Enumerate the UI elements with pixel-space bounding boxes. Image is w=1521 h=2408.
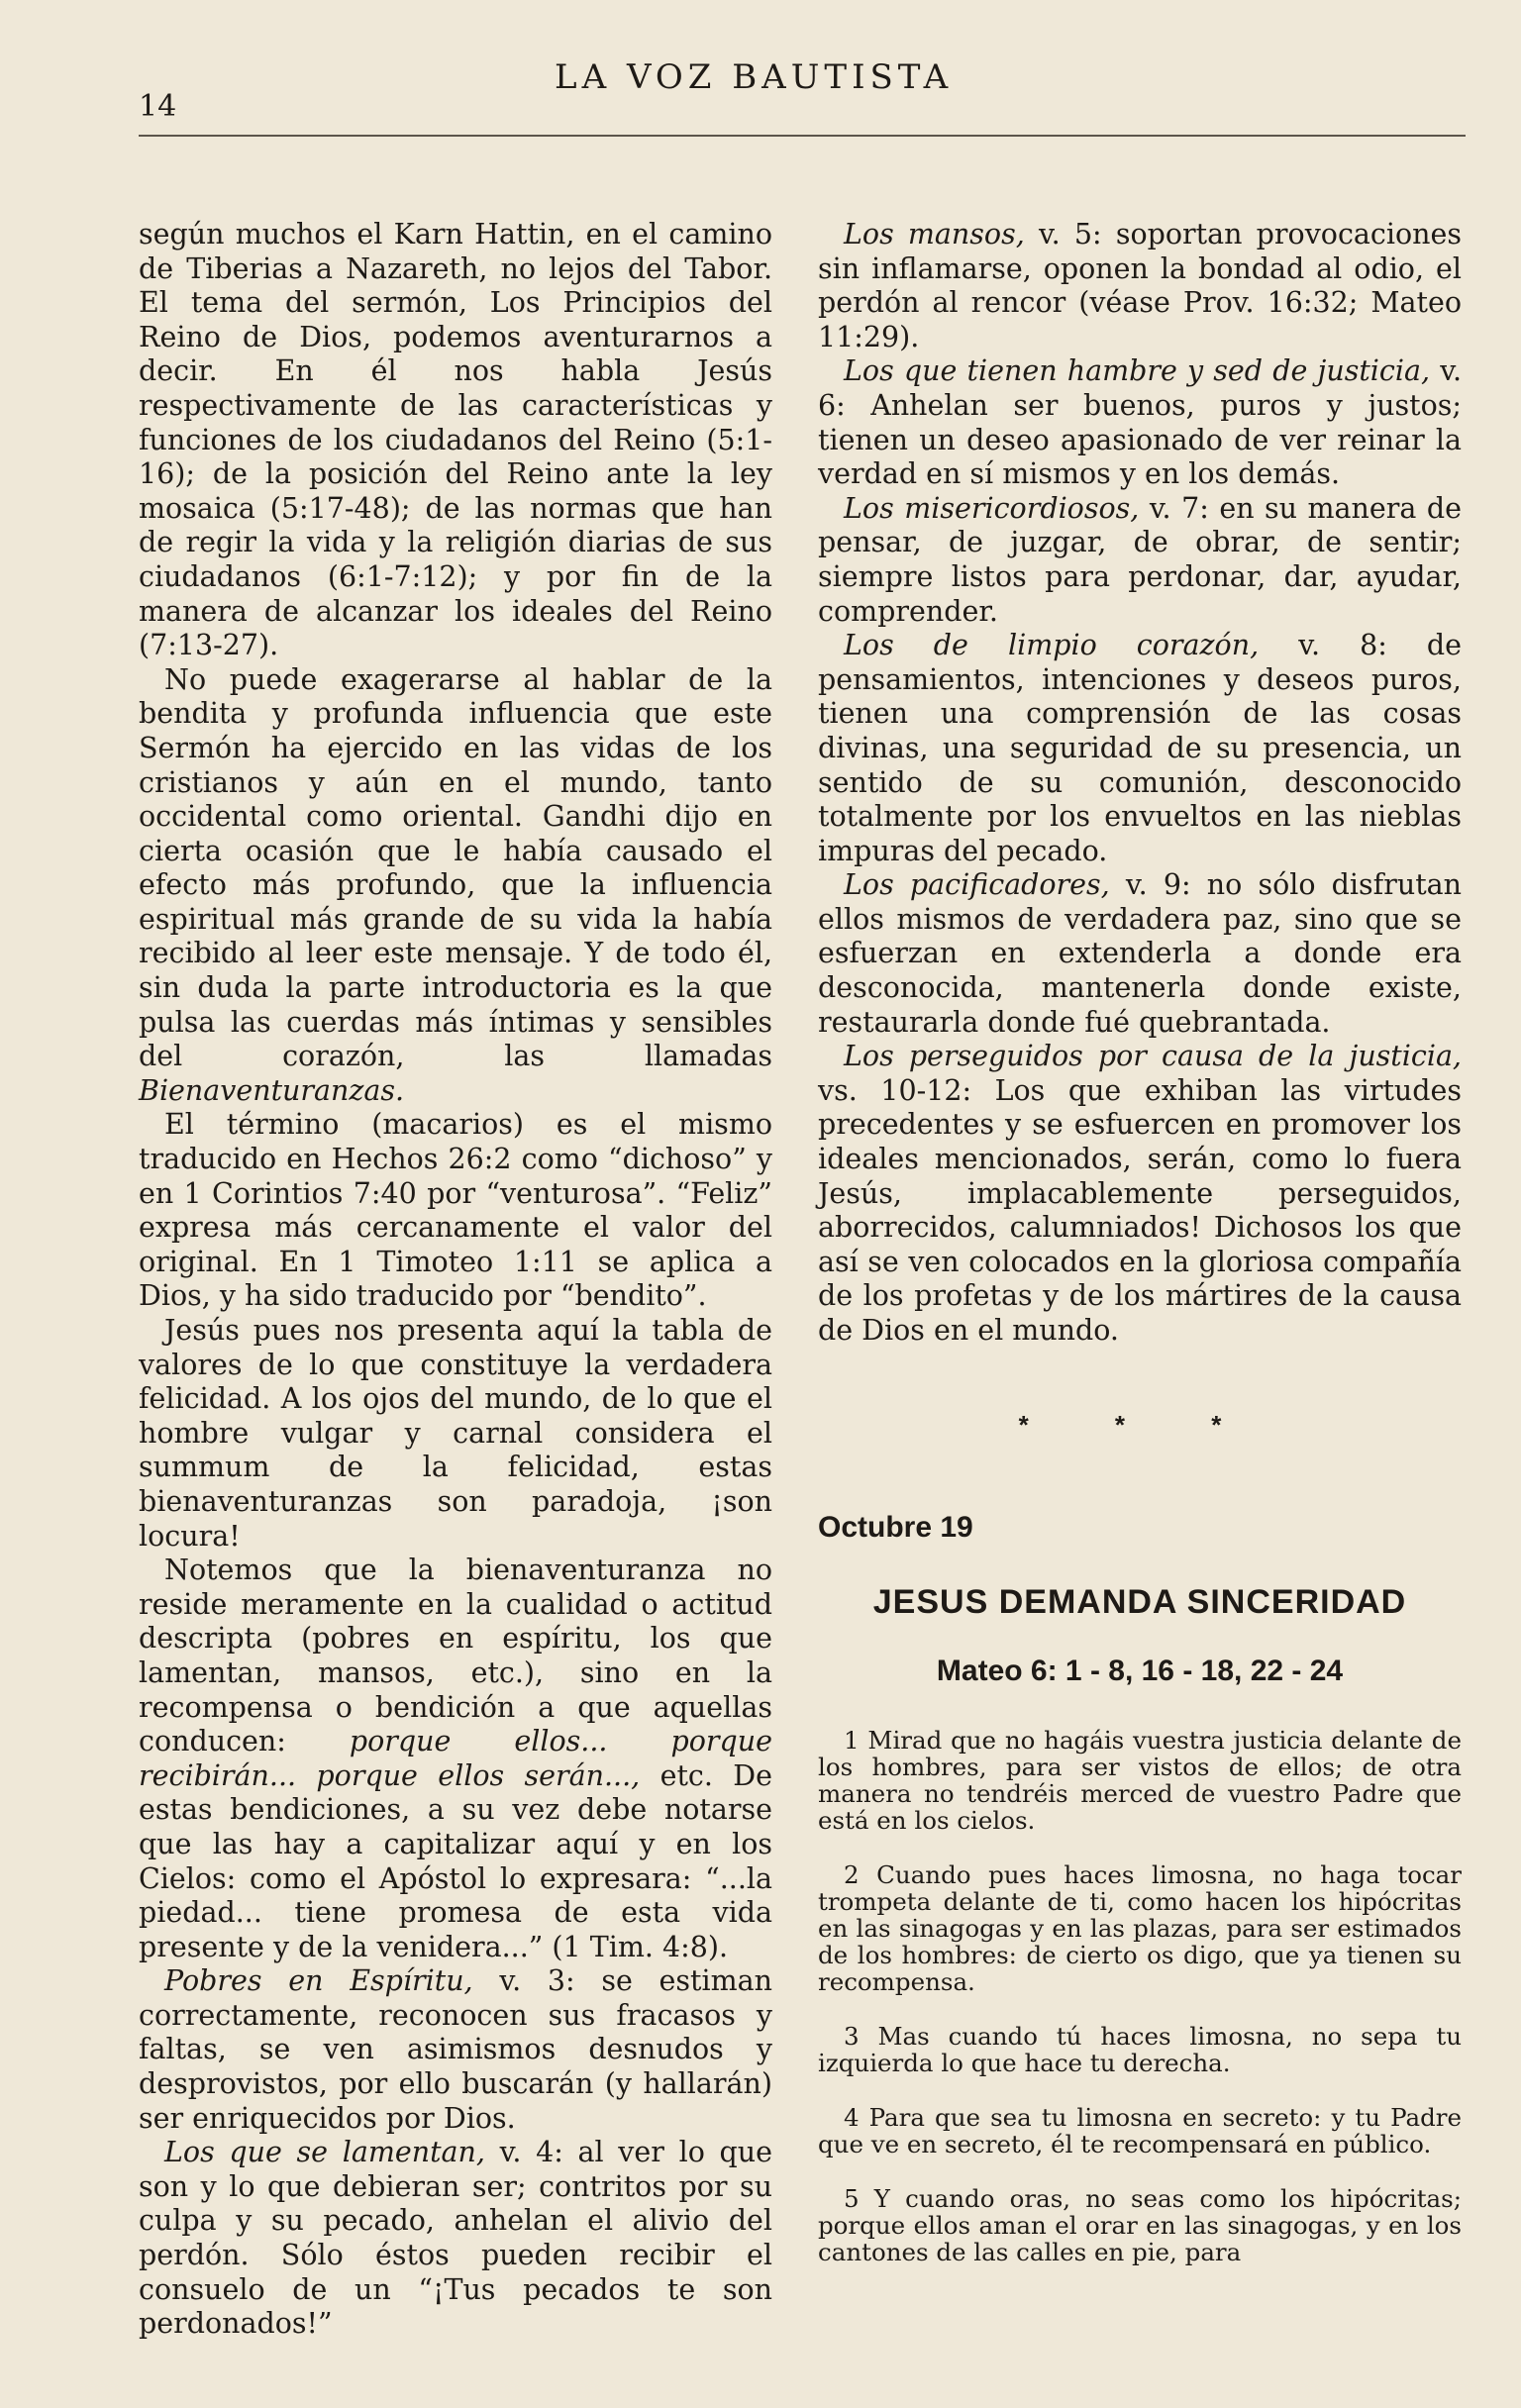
paragraph: El término (macarios) es el mismo traducido en Hechos 26:2 como “dichoso” y en 1 Corintios 7:40 por “venturosa”. “Feliz” expresa más cercanamente el valor del original. En 1 Timoteo 1:11 se aplica a Dios, y ha sido traducido por “bendito”.: [139, 1108, 772, 1313]
page-number: 14: [139, 89, 177, 124]
paragraph-text: v. 5: soportan provocaciones sin inflamarse, oponen la bondad al odio, el perdón al rencor (véase Prov. 16:32; Mateo 11:29).: [818, 218, 1462, 353]
scripture-verse: 3 Mas cuando tú haces limosna, no sepa tu izquierda lo que hace tu derecha.: [818, 2021, 1462, 2077]
emphasis: Los perseguidos por causa de la justicia,: [844, 1040, 1462, 1073]
paragraph: [818, 218, 1462, 354]
lesson-title: JESUS DEMANDA SINCERIDAD: [872, 1582, 1407, 1621]
paragraph-text: vs. 10-12: Los que exhiban las virtudes precedentes y se esfuercen en promover los ideales mencionados, serán, como lo fuera Jesús, implacablemente perseguidos, aborrecidos, calumniados! Dichosos los que así se ven colocados en la gloriosa compañía de los profetas y de los mártires de la causa de Dios en el mundo.: [818, 1073, 1462, 1347]
paragraph: [818, 492, 1462, 629]
paragraph-text: v. 4: al ver lo que son y lo que debieran ser; contritos por su culpa y su pecado, anhelan el alivio del perdón. Sólo éstos pueden recibir el consuelo de un “¡Tus pecados te son perdonados!”: [139, 2136, 772, 2341]
emphasis: Los pacificadores,: [844, 868, 1110, 902]
right-column: [818, 218, 1462, 2293]
paragraph-text: etc. De estas bendiciones, a su vez debe notarse que las hay a capitalizar aquí y en los Cielos: como el Apóstol lo expresara: “...la piedad... tiene promesa de esta vida presente y de la venidera...” (1 Tim. 4:8).: [139, 1758, 772, 1963]
paragraph-text: v. 8: de pensamientos, intenciones y deseos puros, tienen una comprensión de las cosas divinas, una seguridad de su presencia, un sentido de su comunión, desconocido totalmente por los envueltos en las nieblas impuras del pecado.: [818, 629, 1462, 867]
paragraph: [139, 1964, 772, 2136]
paragraph: [818, 354, 1462, 491]
paragraph-text: No puede exagerarse al hablar de la bendita y profunda influencia que este Sermón ha ejercido en las vidas de los cristianos y aún en el mundo, tanto occidental como oriental. Gandhi dijo en cierta ocasión que le había causado el efecto más profundo, que la influencia espiritual más grande de su vida la había recibido al leer este mensaje. Y de todo él, sin duda la parte introductoria es la que pulsa las cuerdas más íntimas y sensibles del corazón, las llamadas: [139, 662, 772, 1073]
scripture-reference: Mateo 6: 1 - 8, 16 - 18, 22 - 24: [936, 1655, 1344, 1688]
scripture-verse: 5 Y cuando oras, no seas como los hipócritas; porque ellos aman el orar en las sinagogas, y en los cantones de las calles en pie, para: [818, 2183, 1462, 2266]
scripture-verse: 2 Cuando pues haces limosna, no haga tocar trompeta delante de ti, como hacen los hipócritas en las sinagogas y en las plazas, para ser estimados de los hombres: de cierto os digo, que ya tienen su recompensa.: [818, 1859, 1462, 1996]
header-rule: [139, 135, 1466, 137]
paragraph-text: v. 7: en su manera de pensar, de juzgar, de obrar, de sentir; siempre listos para perdonar, dar, ayudar, comprender.: [818, 491, 1462, 628]
scripture-verse: 4 Para que sea tu limosna en secreto: y tu Padre que ve en secreto, él te recompensará en público.: [818, 2102, 1462, 2158]
section-separator: * * *: [1018, 1409, 1262, 1440]
paragraph: [139, 2136, 772, 2342]
paragraph-text: Notemos que la bienaventuranza no reside meramente en la cualidad o actitud descripta (pobres en espíritu, los que lamentan, mansos, etc.), sino en la recompensa o bendición a que aquellas conducen:: [139, 1554, 772, 1758]
emphasis: porque ellos... porque recibirán... porque ellos serán...,: [139, 1725, 772, 1792]
paragraph: según muchos el Karn Hattin, en el camino de Tiberias a Nazareth, no lejos del Tabor. El tema del sermón, Los Principios del Reino de Dios, podemos aventurarnos a decir. En él nos habla Jesús respectivamente de las características y funciones de los ciudadanos del Reino (5:1-16); de la posición del Reino ante la ley mosaica (5:17-48); de las normas que han de regir la vida y la religión diarias de sus ciudadanos (6:1-7:12); y por fin de la manera de alcanzar los ideales del Reino (7:13-27).: [139, 218, 772, 662]
paragraph: [139, 1554, 772, 1964]
running-head: LA VOZ BAUTISTA: [555, 57, 954, 97]
paragraph: Jesús pues nos presenta aquí la tabla de valores de lo que constituye la verdadera felicidad. A los ojos del mundo, de lo que el hombre vulgar y carnal considera el summum de la felicidad, estas bienaventuranzas son paradoja, ¡son locura!: [139, 1314, 772, 1553]
emphasis: Pobres en Espíritu,: [164, 1964, 473, 1998]
paragraph-text: v. 9: no sólo disfrutan ellos mismos de verdadera paz, sino que se esfuerzan en extenderla a donde era desconocida, mantenerla donde existe, restaurarla donde fué quebrantada.: [818, 868, 1462, 1039]
emphasis: Los que se lamentan,: [164, 2136, 485, 2169]
left-column: [139, 218, 772, 2342]
scripture-verse: 1 Mirad que no hagáis vuestra justicia delante de los hombres, para ser vistos de ellos; de otra manera no tendréis merced de vuestro Padre que está en los cielos.: [818, 1725, 1462, 1835]
emphasis: Los misericordiosos,: [844, 491, 1140, 525]
emphasis: Bienaventuranzas.: [139, 1073, 405, 1107]
emphasis: Los de limpio corazón,: [844, 629, 1260, 662]
date-heading: Octubre 19: [818, 1511, 973, 1545]
emphasis: Los que tienen hambre y sed de justicia,: [844, 354, 1431, 388]
emphasis: Los mansos,: [844, 218, 1025, 251]
paragraph: [139, 663, 772, 1109]
paragraph-text: v. 3: se estiman correctamente, reconocen sus fracasos y faltas, se ven asimismos desnudos y desprovistos, por ello buscarán (y hallarán) ser enriquecidos por Dios.: [139, 1964, 772, 2135]
paragraph: [818, 868, 1462, 1040]
paragraph: [818, 1040, 1462, 1348]
paragraph-text: v. 6: Anhelan ser buenos, puros y justos; tienen un deseo apasionado de ver reinar la verdad en sí mismos y en los demás.: [818, 354, 1462, 491]
paragraph: [818, 629, 1462, 868]
